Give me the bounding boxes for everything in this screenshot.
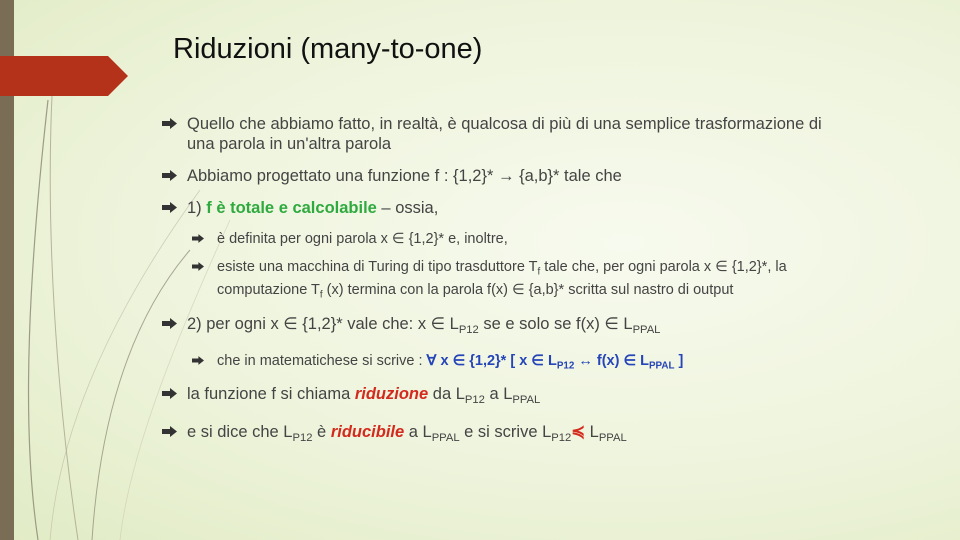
arrow-bullet-icon	[162, 388, 177, 399]
arrow-bullet-icon	[162, 202, 177, 213]
arrow-bullet-icon	[162, 318, 177, 329]
slide-title: Riduzioni (many-to-one)	[173, 33, 483, 65]
arrow-bullet-icon	[192, 234, 204, 243]
slide-content	[162, 114, 852, 460]
bullet-5: la funzione f si chiama riduzione da $L_{P12}$ a $L_{PPAL}$	[162, 384, 852, 410]
arrow-bullet-icon	[162, 118, 177, 129]
arrow-bullet-icon	[192, 356, 204, 365]
formula-reduction: ∀ x ∈ {1,2}* [ x ∈ $L_{P12}$ ↔ f(x) ∈ $L_{PPAL}$ ]	[426, 352, 684, 372]
bullet-4: 2) per ogni x ∈ {1,2}* vale che: x ∈ $L_{P12}$ se e solo se f(x) ∈ $L_{PPAL}$	[162, 314, 852, 340]
bullet-2: Abbiamo progettato una funzione f : {1,2}* → {a,b}* tale che	[162, 166, 852, 186]
highlight-total-computable: f è totale e calcolabile	[206, 199, 377, 217]
sub-bullet-3: che in matematichese si scrive : ∀ x ∈ {1,2}* [ x ∈ $L_{P12}$ ↔ f(x) ∈ $L_{PPAL}$ ]	[192, 352, 852, 375]
bullet-6: e si dice che $L_{P12}$ è riducibile a $L_{PPAL}$ e si scrive $L_{P12}≼$ $L_{PPAL}$	[162, 422, 852, 448]
sub-bullet-1: è definita per ogni parola x ∈ {1,2}* e, inoltre,	[192, 230, 852, 249]
arrow-bullet-icon	[162, 170, 177, 181]
bullet-3: 1) f è totale e calcolabile – ossia,	[162, 198, 852, 218]
reducibility-symbol: ≼	[571, 423, 586, 442]
title-accent-arrow	[0, 56, 128, 96]
arrow-bullet-icon	[192, 262, 204, 271]
term-riduzione: riduzione	[354, 385, 429, 404]
arrow-bullet-icon	[162, 426, 177, 437]
bullet-1: Quello che abbiamo fatto, in realtà, è qualcosa di più di una semplice trasformazione di una parola in un'altra parola	[162, 114, 852, 154]
sub-bullet-2: esiste una macchina di Turing di tipo trasduttore $T_f$ tale che, per ogni parola x ∈ {1,2}*, la computazione $T_f$ (x) termina con la parola f(x) ∈ {a,b}* scritta sul nastro di output	[192, 258, 852, 305]
term-riducibile: riducibile	[330, 423, 405, 442]
